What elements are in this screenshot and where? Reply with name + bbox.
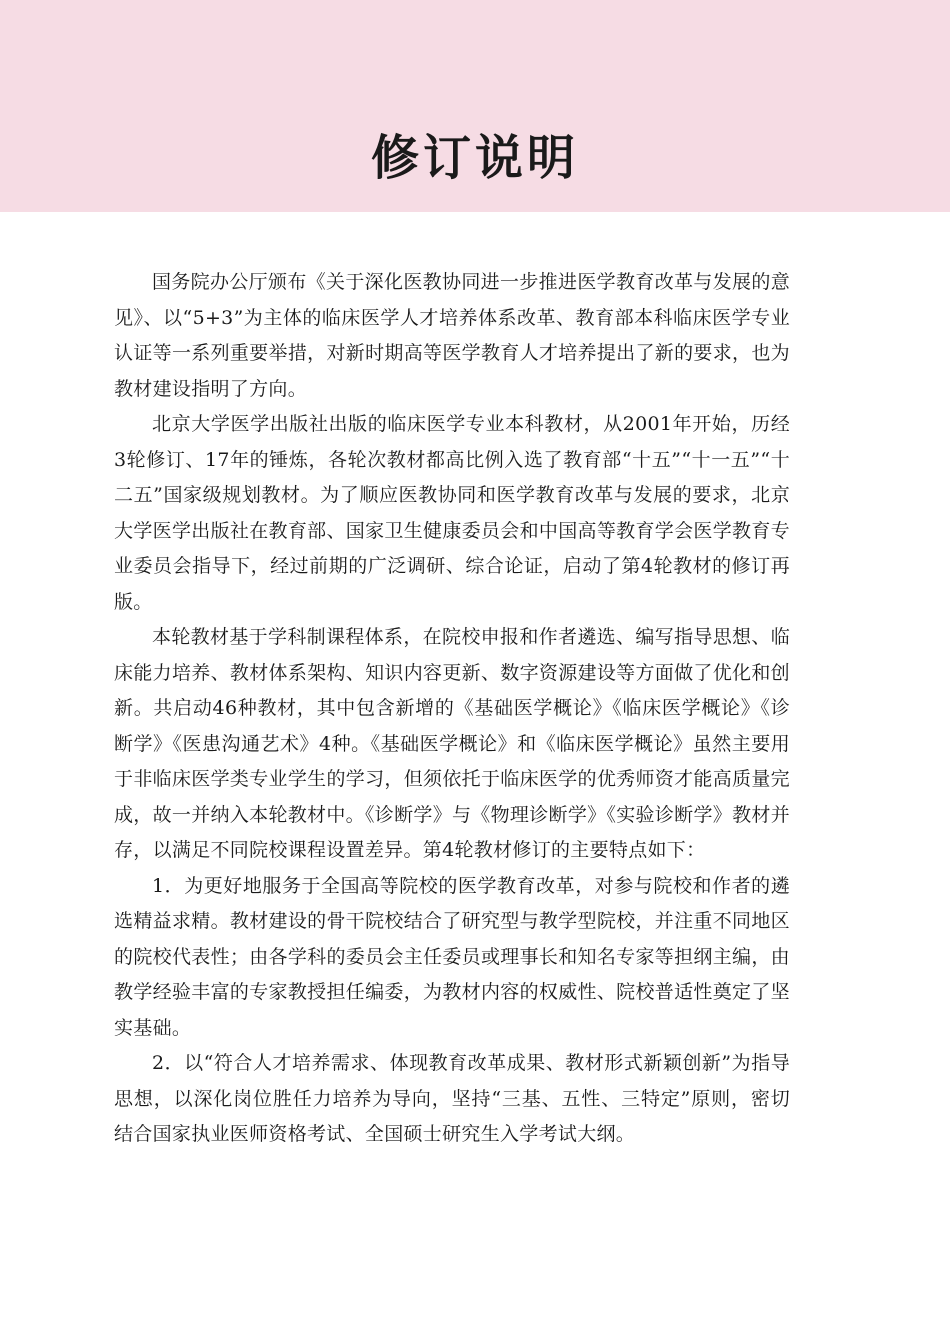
paragraph-feature-1: 1．为更好地服务于全国高等院校的医学教育改革，对参与院校和作者的遴选精益求精。教材建设的骨干院校结合了研究型与教学型院校，并注重不同地区的院校代表性；由各学科的委员会主任委员或理事长和知名专家等担纲主编，由教学经验丰富的专家教授担任编委，为教材内容的权威性、院校普适性奠定了坚实基础。 (114, 874, 790, 1039)
header-band (0, 0, 950, 212)
paragraph-intro: 国务院办公厅颁布《关于深化医教协同进一步推进医学教育改革与发展的意见》、以“5+3”为主体的临床医学人才培养体系改革、教育部本科临床医学专业认证等一系列重要举措，对新时期高等医学教育人才培养提出了新的要求，也为教材建设指明了方向。 (114, 271, 790, 400)
page-title: 修订说明 (370, 130, 579, 186)
paragraph-feature-2: 2．以“符合人才培养需求、体现教育改革成果、教材形式新颖创新”为指导思想，以深化岗位胜任力培养为导向，坚持“三基、五性、三特定”原则，密切结合国家执业医师资格考试、全国硕士研究生入学考试大纲。 (114, 1052, 790, 1145)
body-text (114, 265, 790, 1153)
paragraph-scope: 本轮教材基于学科制课程体系，在院校申报和作者遴选、编写指导思想、临床能力培养、教材体系架构、知识内容更新、数字资源建设等方面做了优化和创新。共启动46种教材，其中包含新增的《基础医学概论》《临床医学概论》《诊断学》《医患沟通艺术》4种。《基础医学概论》和《临床医学概论》虽然主要用于非临床医学类专业学生的学习，但须依托于临床医学的优秀师资才能高质量完成，故一并纳入本轮教材中。《诊断学》与《物理诊断学》《实验诊断学》教材并存，以满足不同院校课程设置差异。第4轮教材修订的主要特点如下： (114, 626, 790, 861)
paragraph-history: 北京大学医学出版社出版的临床医学专业本科教材，从2001年开始，历经3轮修订、17年的锤炼，各轮次教材都高比例入选了教育部“十五”“十一五”“十二五”国家级规划教材。为了顺应医教协同和医学教育改革与发展的要求，北京大学医学出版社在教育部、国家卫生健康委员会和中国高等教育学会医学教育专业委员会指导下，经过前期的广泛调研、综合论证，启动了第4轮教材的修订再版。 (114, 413, 790, 613)
